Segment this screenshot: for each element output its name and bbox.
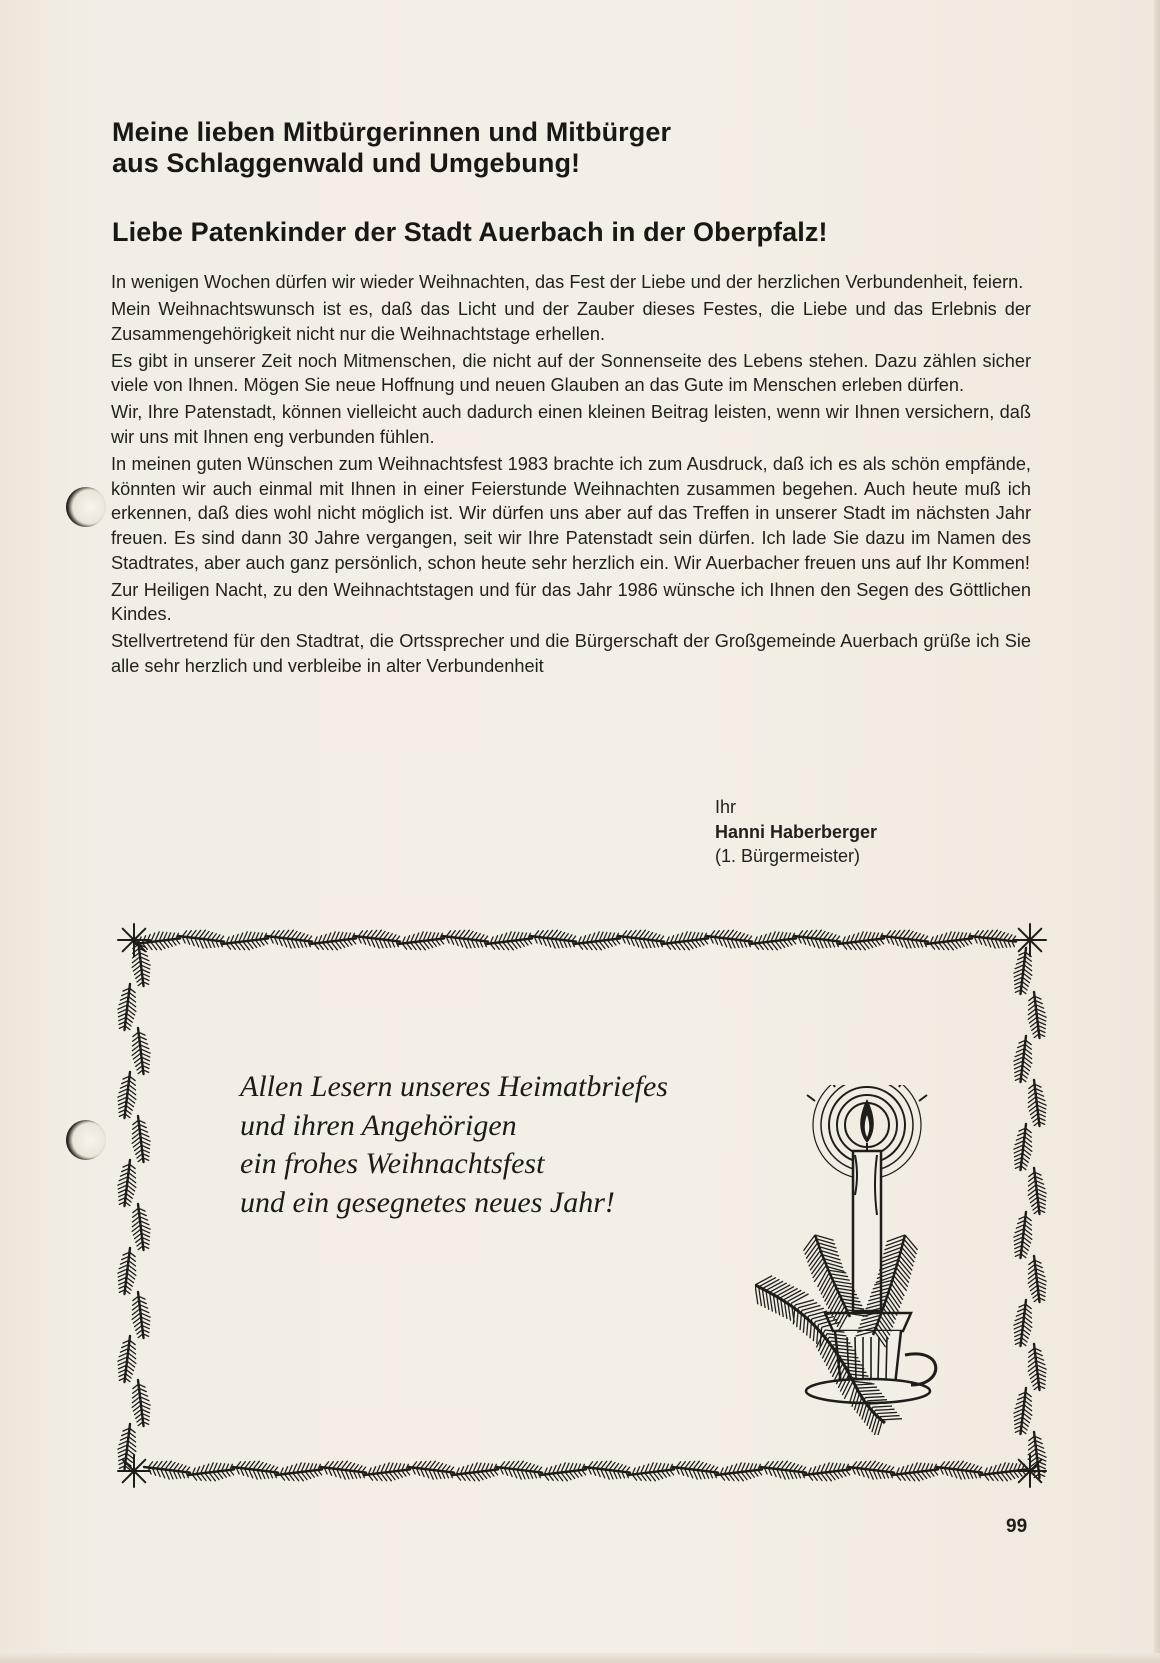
paragraph: In wenigen Wochen dürfen wir wieder Weihnachten, das Fest der Liebe und der herzlichen Verbundenheit, feiern. bbox=[111, 272, 1024, 292]
page-number: 99 bbox=[1006, 1516, 1028, 1537]
signature-name: Hanni Haberberger bbox=[715, 821, 878, 842]
christmas-greeting bbox=[240, 1068, 668, 1222]
headline-greeting-line-1: Meine lieben Mitbürgerinnen und Mitbürger bbox=[112, 117, 672, 147]
greeting-line: ein frohes Weihnachtsfest bbox=[240, 1147, 545, 1180]
paragraph: Zur Heiligen Nacht, zu den Weihnachtstagen und für das Jahr 1986 wünsche ich Ihnen den Segen des Göttlichen Kindes. bbox=[111, 579, 1031, 625]
punch-hole-icon bbox=[66, 1120, 106, 1160]
greeting-line: und ein gesegnetes neues Jahr! bbox=[240, 1185, 615, 1219]
page-edge-shadow bbox=[1154, 0, 1160, 1663]
greeting-line: und ihren Angehörigen bbox=[240, 1108, 517, 1142]
paragraph: Es gibt in unserer Zeit noch Mitmenschen, die nicht auf der Sonnenseite des Lebens stehen. Dazu zählen sicher viele von Ihnen. Mögen Sie neue Hoffnung und neuen Glauben an das Gute im Menschen erleben dürfen. bbox=[111, 350, 1031, 396]
paragraph: Mein Weihnachtswunsch ist es, daß das Licht und der Zauber dieses Festes, die Liebe und das Erlebnis der Zusammengehörigkeit nicht nur die Weihnachtstage erhellen. bbox=[111, 299, 1031, 344]
punch-hole-icon bbox=[66, 487, 106, 527]
paragraph: Stellvertretend für den Stadtrat, die Ortssprecher und die Bürgerschaft der Großgemeinde Auerbach grüße ich Sie alle sehr herzlich und verbleibe in alter Verbundenheit bbox=[111, 631, 1031, 676]
paragraph: In meinen guten Wünschen zum Weihnachtsfest 1983 brachte ich zum Ausdruck, daß ich es als schön empfände, könnten wir auch einmal mit Ihnen in einer Feierstunde Weihnachten zusammen begehen. Auch heute muß ich erkennen, daß dies wohl nicht möglich ist. Wir dürfen uns aber auf das Treffen in unserer Stadt im nächsten Jahr freuen. Es sind dann 30 Jahre vergangen, seit wir Ihre Patenstadt sein dürfen. Ich lade Sie dazu im Namen des Stadtrates, aber auch ganz persönlich, schon heute sehr herzlich ein. Wir Auerbacher freuen uns auf Ihr Kommen! bbox=[111, 454, 1031, 573]
page-bottom-edge bbox=[0, 1653, 1160, 1663]
candle-with-fir-branch-icon bbox=[755, 1085, 965, 1435]
letter-body bbox=[111, 270, 1031, 681]
signature-block bbox=[715, 795, 877, 869]
headline-greeting-line-2: aus Schlaggenwald und Umgebung! bbox=[112, 148, 581, 178]
paragraph: Wir, Ihre Patenstadt, können vielleicht auch dadurch einen kleinen Beitrag leisten, wenn wir Ihnen versichern, daß wir uns mit Ihnen eng verbunden fühlen. bbox=[111, 402, 1031, 448]
signature-title: (1. Bürgermeister) bbox=[715, 846, 861, 866]
greeting-line: Allen Lesern unseres Heimatbriefes bbox=[240, 1070, 668, 1103]
signature-salutation: Ihr bbox=[715, 797, 737, 817]
headline-patenkinder: Liebe Patenkinder der Stadt Auerbach in der Oberpfalz! bbox=[112, 217, 828, 247]
